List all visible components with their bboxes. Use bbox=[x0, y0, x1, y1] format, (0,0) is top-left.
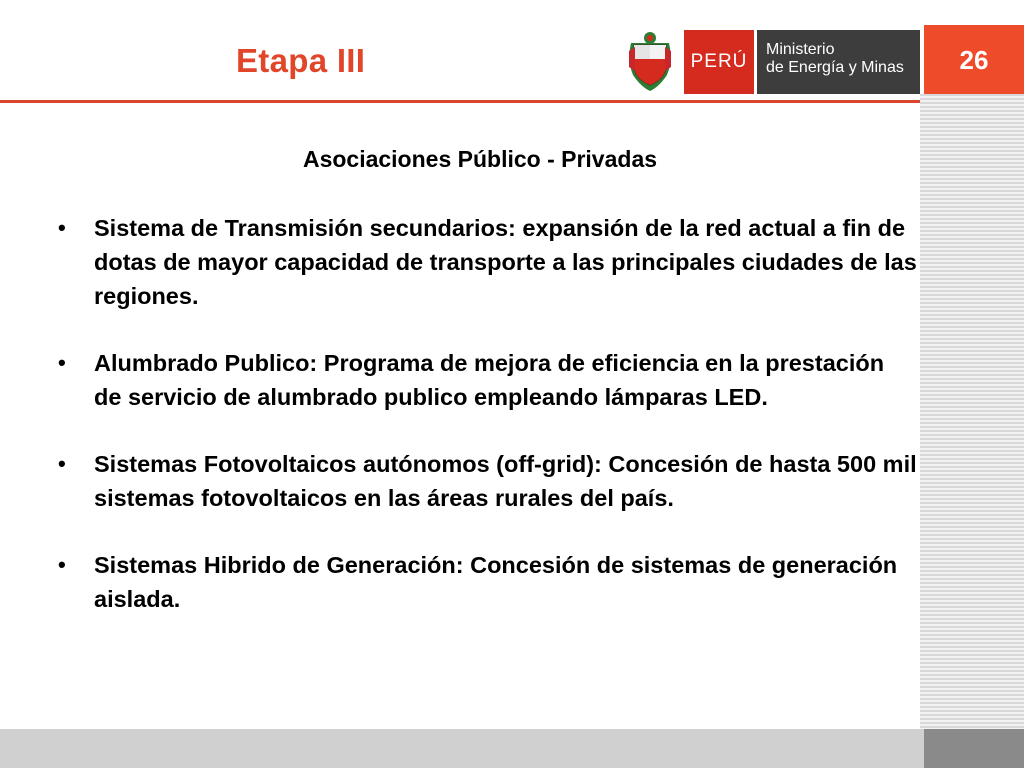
slide-title: Etapa III bbox=[236, 42, 366, 79]
bullet-item bbox=[58, 447, 918, 515]
footer-bar bbox=[0, 729, 1024, 768]
bullet-text: Alumbrado Publico: Programa de mejora de eficiencia en la prestación de servicio de alumbrado publico empleando lámparas LED. bbox=[94, 350, 885, 410]
bullet-text: Sistemas Fotovoltaicos autónomos (off-grid): Concesión de hasta 500 mil sistemas fotovoltaicos en las áreas rurales del país. bbox=[94, 451, 917, 511]
bullet-icon: • bbox=[58, 350, 66, 375]
bullet-icon: • bbox=[58, 215, 66, 240]
bullet-text: Sistema de Transmisión secundarios: expansión de la red actual a fin de dotas de mayor capacidad de transporte a las principales ciudades de las regiones. bbox=[94, 215, 917, 309]
country-label: PERÚ bbox=[690, 51, 748, 72]
footer-bar-accent bbox=[924, 729, 1024, 768]
ministry-line1: Ministerio bbox=[766, 41, 835, 58]
bullet-icon: • bbox=[58, 552, 66, 577]
bullet-item bbox=[58, 211, 918, 313]
bullet-item bbox=[58, 548, 918, 616]
bullet-icon: • bbox=[58, 451, 66, 476]
side-stripe bbox=[920, 94, 1024, 768]
bullet-item bbox=[58, 346, 918, 414]
ministry-badge bbox=[757, 30, 920, 94]
ministry-logo bbox=[620, 30, 920, 94]
coat-of-arms-icon bbox=[620, 30, 680, 94]
country-badge bbox=[684, 30, 754, 94]
page-number-box bbox=[920, 25, 1024, 95]
slide-subtitle: Asociaciones Público - Privadas bbox=[302, 146, 658, 172]
title-divider bbox=[0, 100, 920, 103]
bullet-list bbox=[58, 211, 918, 649]
page-number: 26 bbox=[959, 44, 989, 75]
ministry-line2: de Energía y Minas bbox=[766, 59, 904, 76]
bullet-text: Sistemas Hibrido de Generación: Concesión de sistemas de generación aislada. bbox=[94, 552, 898, 612]
